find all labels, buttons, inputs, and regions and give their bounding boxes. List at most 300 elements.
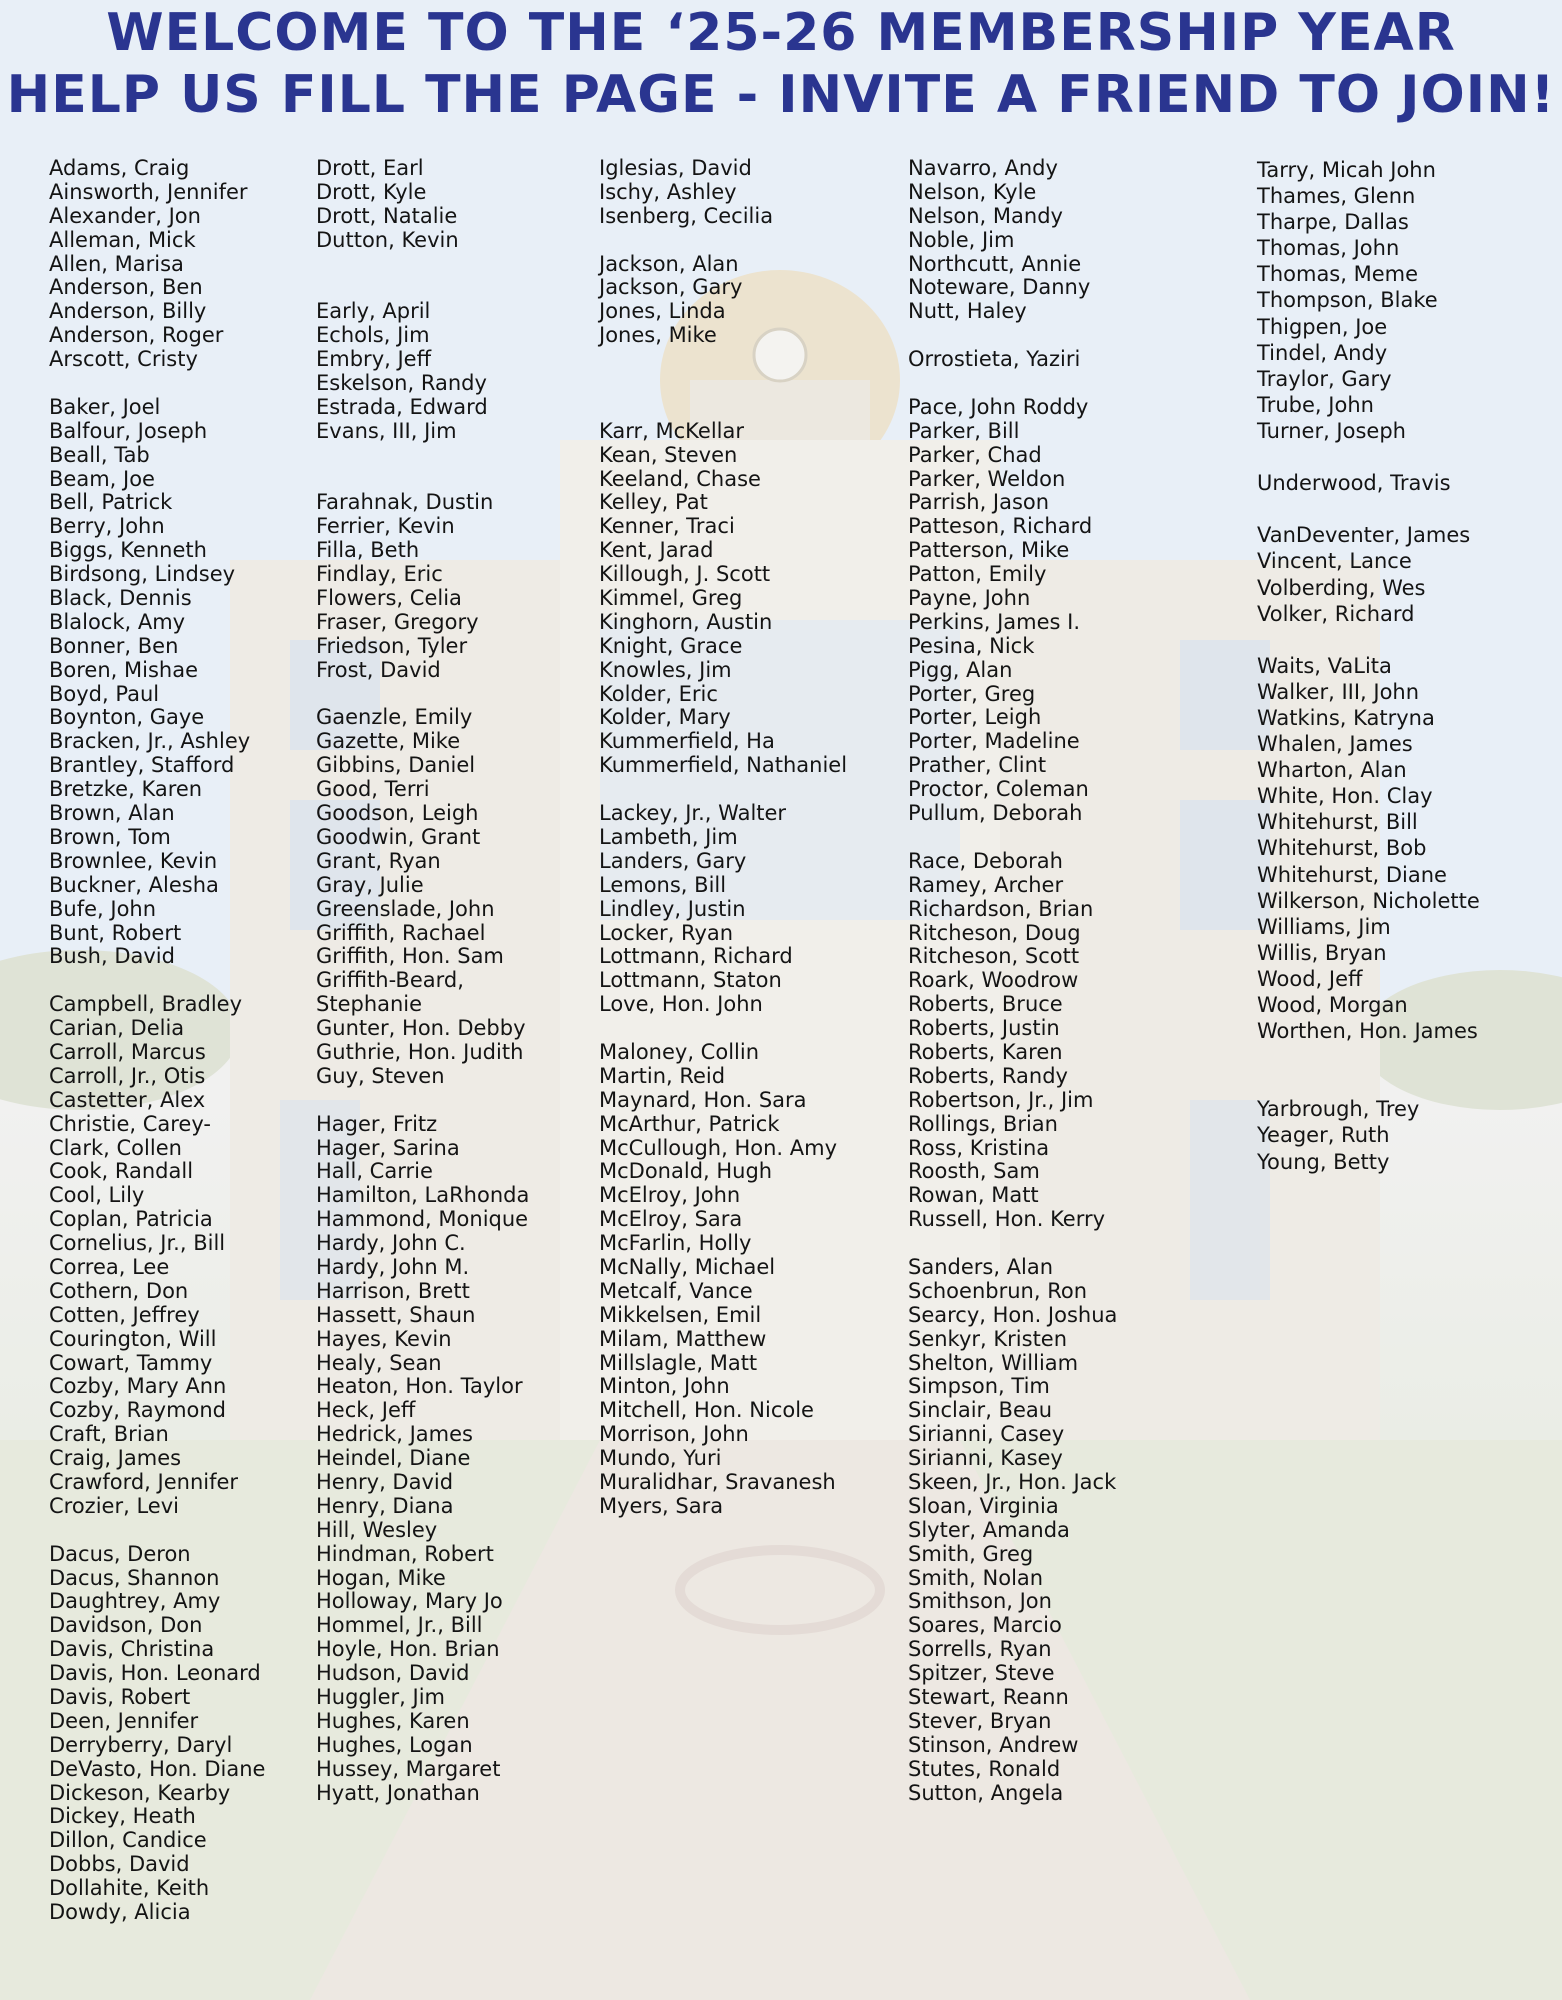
member-name: Kelley, Pat (599, 490, 708, 515)
member-name: Lackey, Jr., Walter (599, 801, 787, 826)
member-name: Kinghorn, Austin (599, 609, 773, 634)
member-name: Thames, Glenn (1257, 184, 1416, 209)
member-name: Dickeson, Kearby (49, 1780, 231, 1805)
member-name: Good, Terri (316, 777, 430, 802)
member-name: Schoenbrun, Ron (908, 1278, 1088, 1303)
member-name: Hassett, Shaun (316, 1302, 476, 1327)
member-name: Mundo, Yuri (599, 1446, 722, 1471)
member-name: Guthrie, Hon. Judith (316, 1039, 524, 1064)
member-name: Karr, McKellar (599, 418, 745, 443)
member-name: Guy, Steven (316, 1063, 445, 1088)
member-name: Adams, Craig (49, 156, 190, 180)
member-name: Whalen, James (1257, 732, 1413, 757)
member-name: Whitehurst, Bill (1257, 810, 1418, 835)
letter-group-spacer (1257, 1044, 1480, 1070)
member-name: Northcutt, Annie (908, 251, 1082, 276)
member-name: Minton, John (599, 1374, 730, 1399)
member-name: Balfour, Joseph (49, 418, 208, 443)
member-name: Wood, Morgan (1257, 993, 1408, 1017)
member-name: Stever, Bryan (908, 1708, 1052, 1733)
member-name: Heck, Jeff (316, 1398, 416, 1423)
member-name: Dollahite, Keith (49, 1876, 210, 1901)
member-name: Noteware, Danny (908, 275, 1091, 300)
member-name: Sloan, Virginia (908, 1493, 1059, 1518)
member-name: Findlay, Eric (316, 562, 443, 587)
member-name: Greenslade, John (316, 896, 495, 921)
member-name: Hedrick, James (316, 1422, 473, 1447)
member-name: Lottmann, Richard (599, 944, 793, 969)
member-name: Wilkerson, Nicholette (1257, 888, 1480, 913)
member-name: Echols, Jim (316, 323, 430, 348)
member-name: Dacus, Deron (49, 1541, 191, 1566)
member-name: Stinson, Andrew (908, 1732, 1079, 1757)
member-name: Knight, Grace (599, 633, 743, 658)
member-name: Birdsong, Lindsey (49, 562, 236, 587)
member-name: Drott, Natalie (316, 203, 458, 228)
member-name: Waits, VaLita (1257, 653, 1392, 678)
member-name: Prather, Clint (908, 753, 1047, 778)
member-name: Landers, Gary (599, 848, 747, 873)
member-name: Tharpe, Dallas (1257, 210, 1409, 235)
member-column-n-s (908, 157, 1117, 1805)
member-name: Brownlee, Kevin (49, 848, 218, 873)
member-name: Russell, Hon. Kerry (908, 1207, 1106, 1232)
letter-group-spacer (908, 826, 1117, 850)
letter-group-spacer (316, 468, 529, 492)
member-name: Mitchell, Hon. Nicole (599, 1398, 814, 1423)
letter-group-spacer (1257, 627, 1480, 653)
member-name: Bonner, Ben (49, 633, 179, 658)
member-name: Maynard, Hon. Sara (599, 1087, 807, 1112)
member-name: Slyter, Amanda (908, 1517, 1070, 1542)
member-name: Perkins, James I. (908, 609, 1080, 634)
member-name: Soares, Marcio (908, 1613, 1062, 1638)
member-name: DeVasto, Hon. Diane (49, 1756, 266, 1781)
member-name: McElroy, Sara (599, 1207, 743, 1232)
member-name: Buckner, Alesha (49, 872, 219, 897)
member-name: Jones, Linda (599, 299, 726, 324)
member-name: Henry, Diana (316, 1493, 454, 1518)
member-name: Volberding, Wes (1257, 575, 1426, 600)
member-name: Davidson, Don (49, 1613, 203, 1638)
member-name: Cozby, Mary Ann (49, 1374, 227, 1399)
member-name: Robertson, Jr., Jim (908, 1087, 1094, 1112)
member-name: Whitehurst, Diane (1257, 862, 1447, 887)
member-name: Whitehurst, Bob (1257, 836, 1427, 861)
member-name: Lindley, Justin (599, 896, 746, 921)
member-name: Stewart, Reann (908, 1685, 1069, 1709)
member-name: Trube, John (1257, 392, 1374, 417)
member-name: Nutt, Haley (908, 299, 1027, 324)
member-name: Simpson, Tim (908, 1374, 1050, 1399)
member-name: Hammond, Monique (316, 1207, 529, 1232)
member-name: Estrada, Edward (316, 394, 488, 419)
member-name: Hager, Fritz (316, 1111, 438, 1136)
member-name: Traylor, Gary (1257, 366, 1392, 391)
member-name: Castetter, Alex (49, 1087, 206, 1112)
member-name: Nelson, Kyle (908, 179, 1037, 204)
member-name: Roberts, Justin (908, 1016, 1060, 1041)
member-name: Gaenzle, Emily (316, 705, 473, 730)
member-name: Knowles, Jim (599, 657, 732, 682)
letter-group-spacer (908, 1232, 1117, 1256)
member-name: Patteson, Richard (908, 514, 1093, 539)
member-name: Morrison, John (599, 1422, 749, 1447)
member-name: Rollings, Brian (908, 1111, 1058, 1136)
member-name: Senkyr, Kristen (908, 1326, 1068, 1351)
member-name: Smith, Nolan (908, 1565, 1044, 1590)
member-name: Goodson, Leigh (316, 801, 479, 826)
member-name: Roberts, Karen (908, 1039, 1063, 1064)
member-name: Keeland, Chase (599, 466, 761, 491)
member-name: Wood, Jeff (1257, 966, 1363, 991)
member-name: Biggs, Kenneth (49, 538, 207, 563)
member-name: Worthen, Hon. James (1257, 1019, 1478, 1044)
member-name: Yarbrough, Trey (1257, 1097, 1420, 1122)
member-name: Gray, Julie (316, 872, 424, 897)
member-name: Sanders, Alan (908, 1254, 1054, 1279)
member-name: Kean, Steven (599, 442, 738, 467)
member-name: Rowan, Matt (908, 1183, 1039, 1208)
member-name: Dillon, Candice (49, 1828, 207, 1853)
member-name: McElroy, John (599, 1183, 741, 1208)
member-name: Hudson, David (316, 1661, 470, 1686)
member-name: Hughes, Karen (316, 1708, 470, 1733)
member-name: Gazette, Mike (316, 729, 461, 754)
member-name: Willis, Bryan (1257, 940, 1387, 965)
member-name: Nelson, Mandy (908, 203, 1063, 228)
member-name: Goodwin, Grant (316, 824, 481, 849)
member-name: VanDeventer, James (1257, 523, 1471, 548)
header (0, 2, 1562, 126)
member-name: Parrish, Jason (908, 490, 1050, 515)
member-name: Hogan, Mike (316, 1565, 446, 1590)
member-name: Ritcheson, Doug (908, 920, 1081, 945)
member-name: Turner, Joseph (1257, 418, 1406, 443)
member-name: Young, Betty (1257, 1149, 1390, 1174)
member-name: Cornelius, Jr., Bill (49, 1231, 226, 1256)
member-name: Millslagle, Matt (599, 1350, 758, 1375)
member-name: Embry, Jeff (316, 347, 432, 372)
member-name: Stephanie (316, 992, 423, 1017)
member-name: Hager, Sarina (316, 1135, 460, 1160)
member-name: Craft, Brian (49, 1422, 169, 1447)
member-name: Cotten, Jeffrey (49, 1302, 200, 1327)
member-name: Parker, Bill (908, 418, 1020, 443)
letter-group-spacer (599, 348, 847, 372)
member-name: Martin, Reid (599, 1063, 726, 1088)
member-name: Tarry, Micah John (1257, 158, 1436, 182)
member-name: Davis, Christina (49, 1637, 215, 1662)
title-welcome: WELCOME TO THE ‘25-26 MEMBERSHIP YEAR (106, 3, 1456, 63)
member-name: Arscott, Cristy (49, 347, 198, 372)
member-name: Evans, III, Jim (316, 418, 457, 443)
member-name: Bracken, Jr., Ashley (49, 729, 251, 754)
member-name: Mikkelsen, Emil (599, 1302, 762, 1327)
member-name: Thomas, John (1257, 236, 1400, 261)
letter-group-spacer (316, 276, 529, 300)
member-name: Locker, Ryan (599, 920, 734, 945)
member-name: Kummerfield, Nathaniel (599, 753, 848, 778)
member-name: Payne, John (908, 586, 1031, 611)
member-name: Ritcheson, Scott (908, 944, 1080, 969)
member-name: Brown, Tom (49, 824, 171, 849)
member-name: Ainsworth, Jennifer (49, 179, 248, 204)
member-name: Boynton, Gaye (49, 705, 205, 730)
title-invite: HELP US FILL THE PAGE - INVITE A FRIEND TO JOIN! (6, 65, 1556, 125)
member-name: Ramey, Archer (908, 872, 1064, 897)
member-name: Anderson, Ben (49, 275, 203, 300)
member-name: Hughes, Logan (316, 1732, 473, 1757)
member-name: Holloway, Mary Jo (316, 1589, 503, 1614)
member-name: Heaton, Hon. Taylor (316, 1374, 523, 1399)
member-name: Thomas, Meme (1257, 262, 1419, 287)
member-name: Baker, Joel (49, 394, 161, 419)
member-name: McFarlin, Holly (599, 1231, 752, 1256)
member-name: Hardy, John C. (316, 1231, 466, 1256)
member-name: Sutton, Angela (908, 1780, 1064, 1805)
member-name: Kimmel, Greg (599, 586, 743, 611)
member-name: Bunt, Robert (49, 920, 182, 945)
member-name: Spitzer, Steve (908, 1661, 1055, 1686)
member-column-d-h (316, 157, 529, 1805)
member-name: Farahnak, Dustin (316, 490, 494, 515)
member-name: Proctor, Coleman (908, 777, 1089, 802)
member-name: Richardson, Brian (908, 896, 1094, 921)
member-name: Carroll, Jr., Otis (49, 1063, 206, 1088)
member-name: Carian, Delia (49, 1016, 185, 1041)
member-name: Milam, Matthew (599, 1326, 767, 1351)
member-name: Smithson, Jon (908, 1589, 1052, 1614)
member-name: Bufe, John (49, 896, 157, 921)
member-name: Porter, Leigh (908, 705, 1042, 730)
member-name: Parker, Chad (908, 442, 1042, 467)
member-name: Roark, Woodrow (908, 968, 1079, 993)
member-name: Christie, Carey- (49, 1111, 211, 1136)
member-name: McArthur, Patrick (599, 1111, 780, 1136)
member-name: Bell, Patrick (49, 490, 173, 515)
letter-group-spacer (908, 372, 1117, 396)
member-name: Kenner, Traci (599, 514, 735, 539)
member-name: McCullough, Hon. Amy (599, 1135, 838, 1160)
member-name: Thompson, Blake (1257, 288, 1438, 313)
member-name: Volker, Richard (1257, 601, 1415, 626)
member-name: Pigg, Alan (908, 657, 1013, 682)
member-name: Coplan, Patricia (49, 1207, 213, 1232)
member-name: Campbell, Bradley (49, 992, 243, 1017)
member-name: Yeager, Ruth (1257, 1123, 1390, 1148)
member-name: Griffith, Rachael (316, 920, 486, 945)
letter-group-spacer (49, 372, 265, 396)
member-name: McNally, Michael (599, 1254, 776, 1279)
member-name: Patterson, Mike (908, 538, 1070, 563)
member-name: Wharton, Alan (1257, 758, 1407, 783)
member-name: Hall, Carrie (316, 1159, 433, 1184)
member-name: Metcalf, Vance (599, 1278, 753, 1303)
letter-group-spacer (49, 969, 265, 993)
letter-group-spacer (1257, 496, 1480, 522)
member-name: Correa, Lee (49, 1254, 170, 1279)
member-name: Hussey, Margaret (316, 1756, 501, 1781)
member-name: Hindman, Robert (316, 1541, 494, 1566)
member-name: Myers, Sara (599, 1493, 724, 1518)
member-name: Porter, Greg (908, 681, 1036, 706)
member-name: Davis, Hon. Leonard (49, 1661, 261, 1686)
member-name: Beall, Tab (49, 442, 150, 467)
member-name: Dickey, Heath (49, 1804, 196, 1829)
member-name: Ferrier, Kevin (316, 514, 455, 539)
member-name: Williams, Jim (1257, 914, 1391, 939)
member-name: Shelton, William (908, 1350, 1079, 1375)
member-name: Fraser, Gregory (316, 609, 479, 634)
member-name: Hyatt, Jonathan (316, 1780, 480, 1805)
member-name: Healy, Sean (316, 1350, 442, 1375)
member-name: Hill, Wesley (316, 1517, 438, 1542)
member-name: Davis, Robert (49, 1685, 191, 1709)
member-name: Crawford, Jennifer (49, 1469, 239, 1494)
member-name: Friedson, Tyler (316, 633, 468, 658)
member-name: Drott, Kyle (316, 179, 427, 204)
member-name: Killough, J. Scott (599, 562, 771, 587)
member-name: Roberts, Bruce (908, 992, 1063, 1017)
member-name: Maloney, Collin (599, 1039, 760, 1064)
member-name: Ross, Kristina (908, 1135, 1050, 1160)
member-name: Early, April (316, 299, 431, 324)
member-name: Allen, Marisa (49, 251, 184, 276)
member-name: Pesina, Nick (908, 633, 1035, 658)
member-name: Brown, Alan (49, 801, 175, 826)
member-name: Jones, Mike (599, 323, 717, 348)
letter-group-spacer (316, 444, 529, 468)
member-name: Anderson, Roger (49, 323, 224, 348)
member-name: Carroll, Marcus (49, 1039, 206, 1064)
member-name: Brantley, Stafford (49, 753, 235, 778)
member-name: Black, Dennis (49, 586, 192, 611)
member-name: Porter, Madeline (908, 729, 1080, 754)
member-name: Craig, James (49, 1446, 182, 1471)
member-name: Walker, III, John (1257, 679, 1420, 704)
member-name: Orrostieta, Yaziri (908, 347, 1081, 372)
member-name: Kolder, Eric (599, 681, 718, 706)
member-name: Heindel, Diane (316, 1446, 471, 1471)
member-name: Hamilton, LaRhonda (316, 1183, 530, 1208)
member-name: Hardy, John M. (316, 1254, 470, 1279)
member-name: Gunter, Hon. Debby (316, 1016, 526, 1041)
member-name: Flowers, Celia (316, 586, 462, 611)
member-name: Kolder, Mary (599, 705, 731, 730)
letter-group-spacer (316, 1089, 529, 1113)
member-name: Skeen, Jr., Hon. Jack (908, 1469, 1117, 1494)
member-name: Henry, David (316, 1469, 454, 1494)
member-name: Berry, John (49, 514, 165, 539)
member-name: Huggler, Jim (316, 1685, 445, 1709)
member-name: Lottmann, Staton (599, 968, 782, 993)
member-name: Ischy, Ashley (599, 179, 737, 204)
letter-group-spacer (599, 1017, 847, 1041)
member-name: Noble, Jim (908, 227, 1015, 252)
member-name: Tindel, Andy (1257, 340, 1388, 365)
member-name: Bretzke, Karen (49, 777, 203, 802)
member-name: Muralidhar, Sravanesh (599, 1469, 836, 1494)
member-name: White, Hon. Clay (1257, 784, 1433, 809)
member-name: Pace, John Roddy (908, 394, 1089, 419)
member-name: Parker, Weldon (908, 466, 1066, 491)
member-name: Hayes, Kevin (316, 1326, 452, 1351)
member-name: Drott, Earl (316, 156, 424, 180)
member-name: Navarro, Andy (908, 156, 1058, 180)
letter-group-spacer (49, 1519, 265, 1543)
member-name: Jackson, Alan (599, 251, 739, 276)
member-name: Sirianni, Casey (908, 1422, 1065, 1447)
member-name: Cool, Lily (49, 1183, 145, 1208)
member-name: Sorrells, Ryan (908, 1637, 1052, 1662)
member-name: McDonald, Hugh (599, 1159, 773, 1184)
member-name: Daughtrey, Amy (49, 1589, 221, 1614)
member-name: Harrison, Brett (316, 1278, 470, 1303)
member-name: Dowdy, Alicia (49, 1900, 191, 1925)
member-name: Pullum, Deborah (908, 801, 1083, 826)
member-name: Courington, Will (49, 1326, 217, 1351)
member-name: Alexander, Jon (49, 203, 201, 228)
letter-group-spacer (599, 396, 847, 420)
member-name: Bush, David (49, 944, 175, 969)
member-name: Eskelson, Randy (316, 371, 487, 396)
member-column-a-d (49, 157, 265, 1925)
member-name: Hommel, Jr., Bill (316, 1613, 483, 1638)
member-name: Searcy, Hon. Joshua (908, 1302, 1118, 1327)
member-name: Patton, Emily (908, 562, 1047, 587)
member-name: Smith, Greg (908, 1541, 1034, 1566)
member-name: Dutton, Kevin (316, 227, 459, 252)
member-name: Crozier, Levi (49, 1493, 179, 1518)
letter-group-spacer (599, 778, 847, 802)
member-name: Stutes, Ronald (908, 1756, 1061, 1781)
member-name: Gibbins, Daniel (316, 753, 476, 778)
member-name: Sinclair, Beau (908, 1398, 1053, 1423)
member-name: Griffith, Hon. Sam (316, 944, 504, 969)
member-name: Clark, Collen (49, 1135, 182, 1160)
member-name: Dacus, Shannon (49, 1565, 220, 1590)
letter-group-spacer (316, 683, 529, 707)
member-name: Boren, Mishae (49, 657, 198, 682)
member-name: Alleman, Mick (49, 227, 196, 252)
member-name: Kummerfield, Ha (599, 729, 775, 754)
member-name: Roosth, Sam (908, 1159, 1040, 1184)
member-name: Filla, Beth (316, 538, 420, 563)
member-name: Kent, Jarad (599, 538, 714, 563)
member-column-t-y (1257, 157, 1480, 1175)
letter-group-spacer (1257, 1070, 1480, 1096)
letter-group-spacer (908, 324, 1117, 348)
member-name: Vincent, Lance (1257, 549, 1412, 574)
member-name: Roberts, Randy (908, 1063, 1068, 1088)
member-name: Cowart, Tammy (49, 1350, 213, 1375)
member-name: Jackson, Gary (599, 275, 743, 300)
member-name: Iglesias, David (599, 156, 752, 180)
letter-group-spacer (599, 372, 847, 396)
member-name: Deen, Jennifer (49, 1708, 199, 1733)
member-name: Isenberg, Cecilia (599, 203, 774, 228)
member-name: Cozby, Raymond (49, 1398, 227, 1423)
member-name: Cothern, Don (49, 1278, 189, 1303)
letter-group-spacer (599, 229, 847, 253)
member-name: Beam, Joe (49, 466, 155, 491)
member-name: Sirianni, Kasey (908, 1446, 1063, 1471)
member-name: Anderson, Billy (49, 299, 207, 324)
member-name: Race, Deborah (908, 848, 1063, 873)
member-name: Dobbs, David (49, 1852, 190, 1877)
member-name: Thigpen, Joe (1257, 314, 1388, 339)
